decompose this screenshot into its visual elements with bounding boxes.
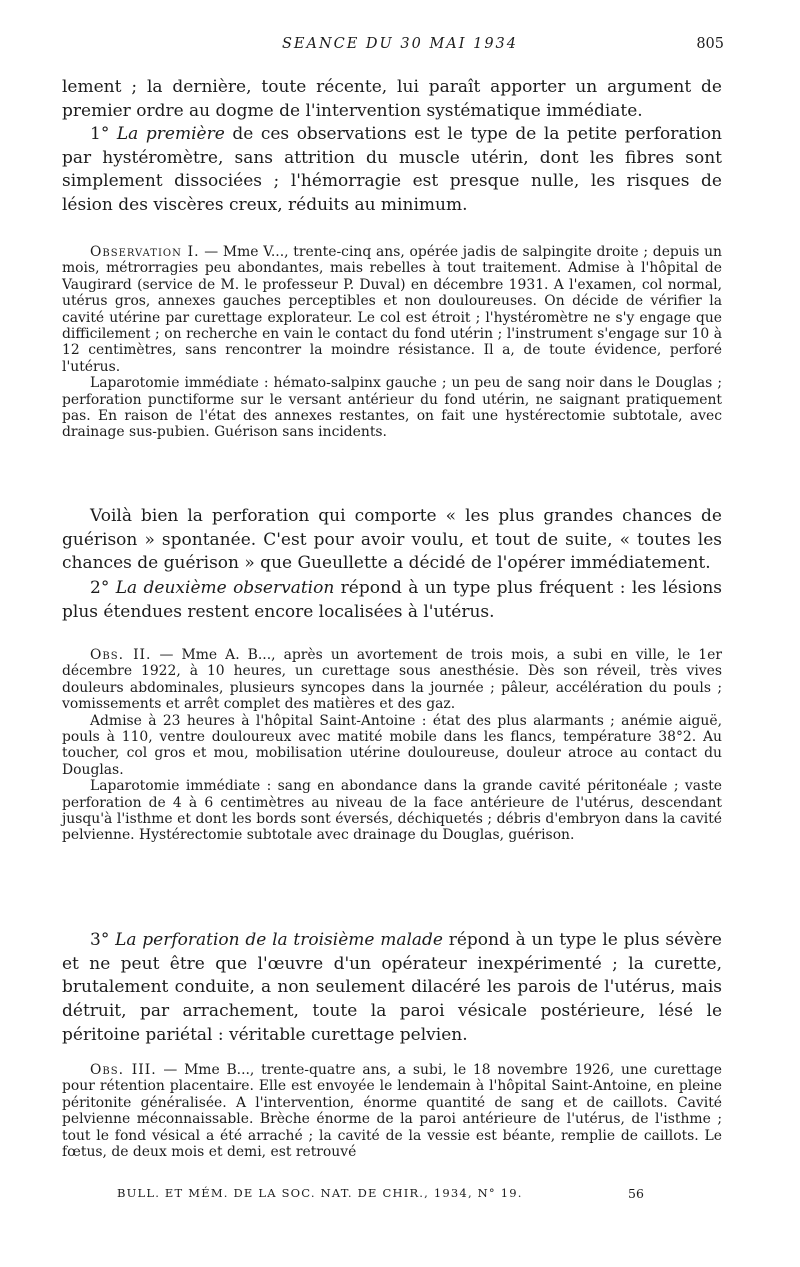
observation-2: [62, 647, 722, 844]
observation-label: Obs. III.: [90, 1062, 157, 1078]
observation-1: [62, 244, 722, 441]
paragraph-text: de ces observations est le type de la petite perforation par hystéromètre, sans attrition du muscle utérin, dont les fibres sont simplement dissociées ; l'hémorragie est presque nulle, les risques de lésion des viscères creux, réduits au minimum.: [62, 124, 723, 216]
enumeration-marker: 3°: [90, 930, 116, 950]
signature-mark: 56: [628, 1186, 644, 1201]
observation-text: — Mme V..., trente-cinq ans, opérée jadis de salpingite droite ; depuis un mois, métrorragies peu abondantes, mais rebelles à tout traitement. Admise à l'hôpital de Vaugirard (service de M. le professeur P. Duval) en décembre 1931. A l'examen, col normal, utérus gros, annexes gauches perceptibles et non douloureuses. On décide de vérifier la cavité utérine par curettage explorateur. Le col est étroit ; l'hystéromètre ne s'y engage que difficilement ; on recherche en vain le contact du fond utérin ; l'instrument s'engage sur 10 à 12 centimètres, sans rencontrer la moindre résistance. Il a, de toute évidence, perforé l'utérus.: [62, 244, 722, 375]
paragraph-second-observation-summary: [62, 577, 722, 624]
observation-label: Observation I.: [90, 244, 200, 260]
page-number: 805: [696, 36, 724, 52]
enumeration-marker: 1°: [90, 124, 117, 144]
observation-text: — Mme A. B..., après un avortement de trois mois, a subi en ville, le 1er décembre 1922, à 10 heures, un curettage sous anesthésie. Dès son réveil, très vives douleurs abdominales, plusieurs syncopes dans la journée ; pâleur, accélération du pouls ; vomissements et arrêt complet des matières et des gaz.: [62, 647, 723, 713]
italic-phrase: La perforation de la troisième malade: [115, 930, 443, 950]
italic-phrase: La première: [116, 124, 225, 144]
enumeration-marker: 2°: [90, 578, 116, 598]
paragraph-third-observation-summary: [62, 929, 722, 1048]
paragraph-opening: [62, 76, 722, 123]
observation-label: Obs. II.: [90, 647, 152, 663]
observation-3: [62, 1062, 722, 1160]
paragraph-text: Voilà bien la perforation qui comporte « les plus grandes chances de guérison » spontanée. C'est pour avoir voulu, et tout de suite, « toutes les chances de guérison » que Gueullette a décidé de l'opérer immédiatement.: [62, 506, 722, 574]
italic-phrase: La deuxième observation: [115, 578, 335, 598]
observation-text: — Mme B..., trente-quatre ans, a subi, le 18 novembre 1926, une curettage pour rétention placentaire. Elle est envoyée le lendemain à l'hôpital Saint-Antoine, en pleine péritonite généralisée. A l'intervention, énorme quantité de sang et de caillots. Cavité pelvienne méconnaissable. Brèche énorme de la paroi antérieure de l'utérus, de l'isthme ; tout le fond vésical a été arraché ; la cavité de la vessie est béante, remplie de caillots. Le fœtus, de deux mois et demi, est retrouvé: [62, 1062, 723, 1161]
paragraph-text: lement ; la dernière, toute récente, lui paraît apporter un argument de premier ordre au dogme de l'intervention systématique immédiate.: [62, 77, 722, 121]
journal-citation: BULL. ET MÉM. DE LA SOC. NAT. DE CHIR., 1934, N° 19.: [117, 1186, 523, 1200]
paragraph-first-observation-summary: [62, 123, 722, 218]
running-title: SEANCE DU 30 MAI 1934: [281, 36, 519, 52]
paragraph-text: répond à un type plus fréquent : les lésions plus étendues restent encore localisées à l'utérus.: [62, 578, 722, 622]
page-footer: [0, 1186, 800, 1206]
paragraph-commentary: [62, 505, 722, 576]
observation-text: Admise à 23 heures à l'hôpital Saint-Antoine : état des plus alarmants ; anémie aiguë, pouls à 110, ventre douloureux avec matité mobile dans les flancs, température 38°2. Au toucher, col gros et mou, mobilisation utérine douloureuse, douleur atroce au contact du Douglas.: [62, 712, 722, 778]
running-head: [0, 36, 800, 56]
paragraph-text: répond à un type le plus sévère et ne peut être que l'œuvre d'un opérateur inexpérimenté ; la curette, brutalement conduite, a non seulement dilacéré les parois de l'utérus, mais détruit, par arrachement, toute la paroi vésicale postérieure, lésé le péritoine pariétal : véritable curettage pelvien.: [62, 930, 722, 1045]
observation-text: Laparotomie immédiate : hémato-salpinx gauche ; un peu de sang noir dans le Douglas ; perforation punctiforme sur le versant antérieur du fond utérin, ne saignant pratiquement pas. En raison de l'état des annexes restantes, on fait une hystérectomie subtotale, avec drainage sus-pubien. Guérison sans incidents.: [62, 375, 722, 441]
observation-text: Laparotomie immédiate : sang en abondance dans la grande cavité péritonéale ; vaste perforation de 4 à 6 centimètres au niveau de la face antérieure de l'utérus, descendant jusqu'à l'isthme et dont les bords sont éversés, déchiquetés ; débris d'embryon dans la cavité pelvienne. Hystérectomie subtotale avec drainage du Douglas, guérison.: [62, 778, 722, 844]
